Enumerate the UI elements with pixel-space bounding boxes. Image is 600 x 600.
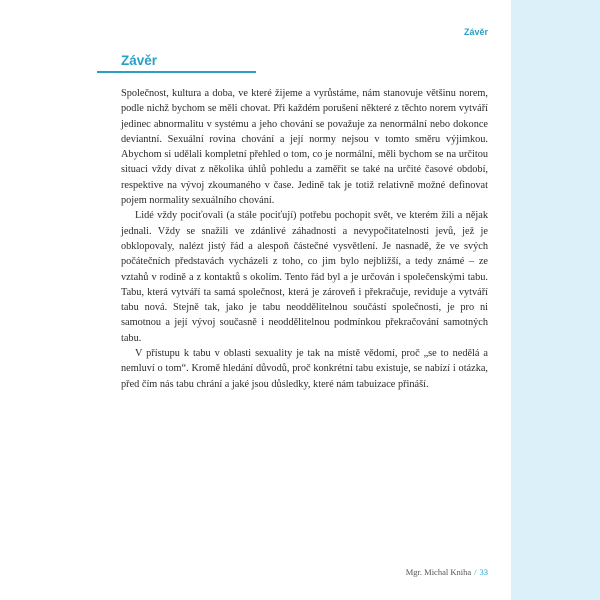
page-number: 33 — [479, 567, 488, 577]
page-footer — [406, 567, 488, 577]
running-head: Závěr — [463, 27, 488, 37]
footer-author: Mgr. Michal Kniha — [405, 567, 472, 577]
section-title: Závěr — [121, 53, 158, 68]
footer-separator: / — [474, 567, 477, 577]
title-underline — [97, 71, 256, 73]
paragraph-2: Lidé vždy pociťovali (a stále pociťují) potřebu pochopit svět, ve kterém žili a nějak jednali. Vždy se snažili ve zdánlivé záhadnosti a nevypočitatelnosti jevů, jež je obklopovaly, nalézt jistý řád a alespoň částečné vysvětlení. Je nasnadě, že ve svých počátečních představách vycházeli z toho, co jim bylo nejbližší, a tedy známé – ze vztahů v rodině a z kontaktů s okolím. Tento řád byl a je určován i společenskými tabu. Tabu, která vytváří ta samá společnost, která je zároveň i překračuje, reviduje a vytváří tabu nová. Stejně tak, jako je tabu neoddělitelnou součástí společnosti, je pro ni samotnou a její vývoj současně i neoddělitelnou podmínkou překračování samotných tabu. — [121, 210, 488, 344]
paragraph-1: Společnost, kultura a doba, ve které žijeme a vyrůstáme, nám stanovuje většinu norem, podle nichž bychom se měli chovat. Při každém porušení některé z těchto norem vytváří jedinec abnormalitu v systému a jeho chování se považuje za nenormální nebo dokonce deviantní. Sexuální rovina chování a její normy nejsou v tomto směru výjimkou. Abychom si udělali kompletní přehled o tom, co je normální, měli bychom se na určitou situaci vždy dívat z několika úhlů pohledu a zaměřit se také na určité časové období, respektive na vývoj zkoumaného v čase. Jedině tak je totiž relativně možné definovat pojem normality sexuálního chování. — [121, 88, 488, 207]
body-text — [121, 86, 488, 392]
paragraph-3: V přístupu k tabu v oblasti sexuality je tak na místě vědomí, proč „se to nedělá a nemluví o tom“. Kromě hledání důvodů, proč konkrétní tabu existuje, se nabízí i otázka, před čím nás tabu chrání a jaké jsou důsledky, které nám tabuizace přináší. — [121, 348, 488, 390]
side-color-strip — [511, 0, 600, 600]
